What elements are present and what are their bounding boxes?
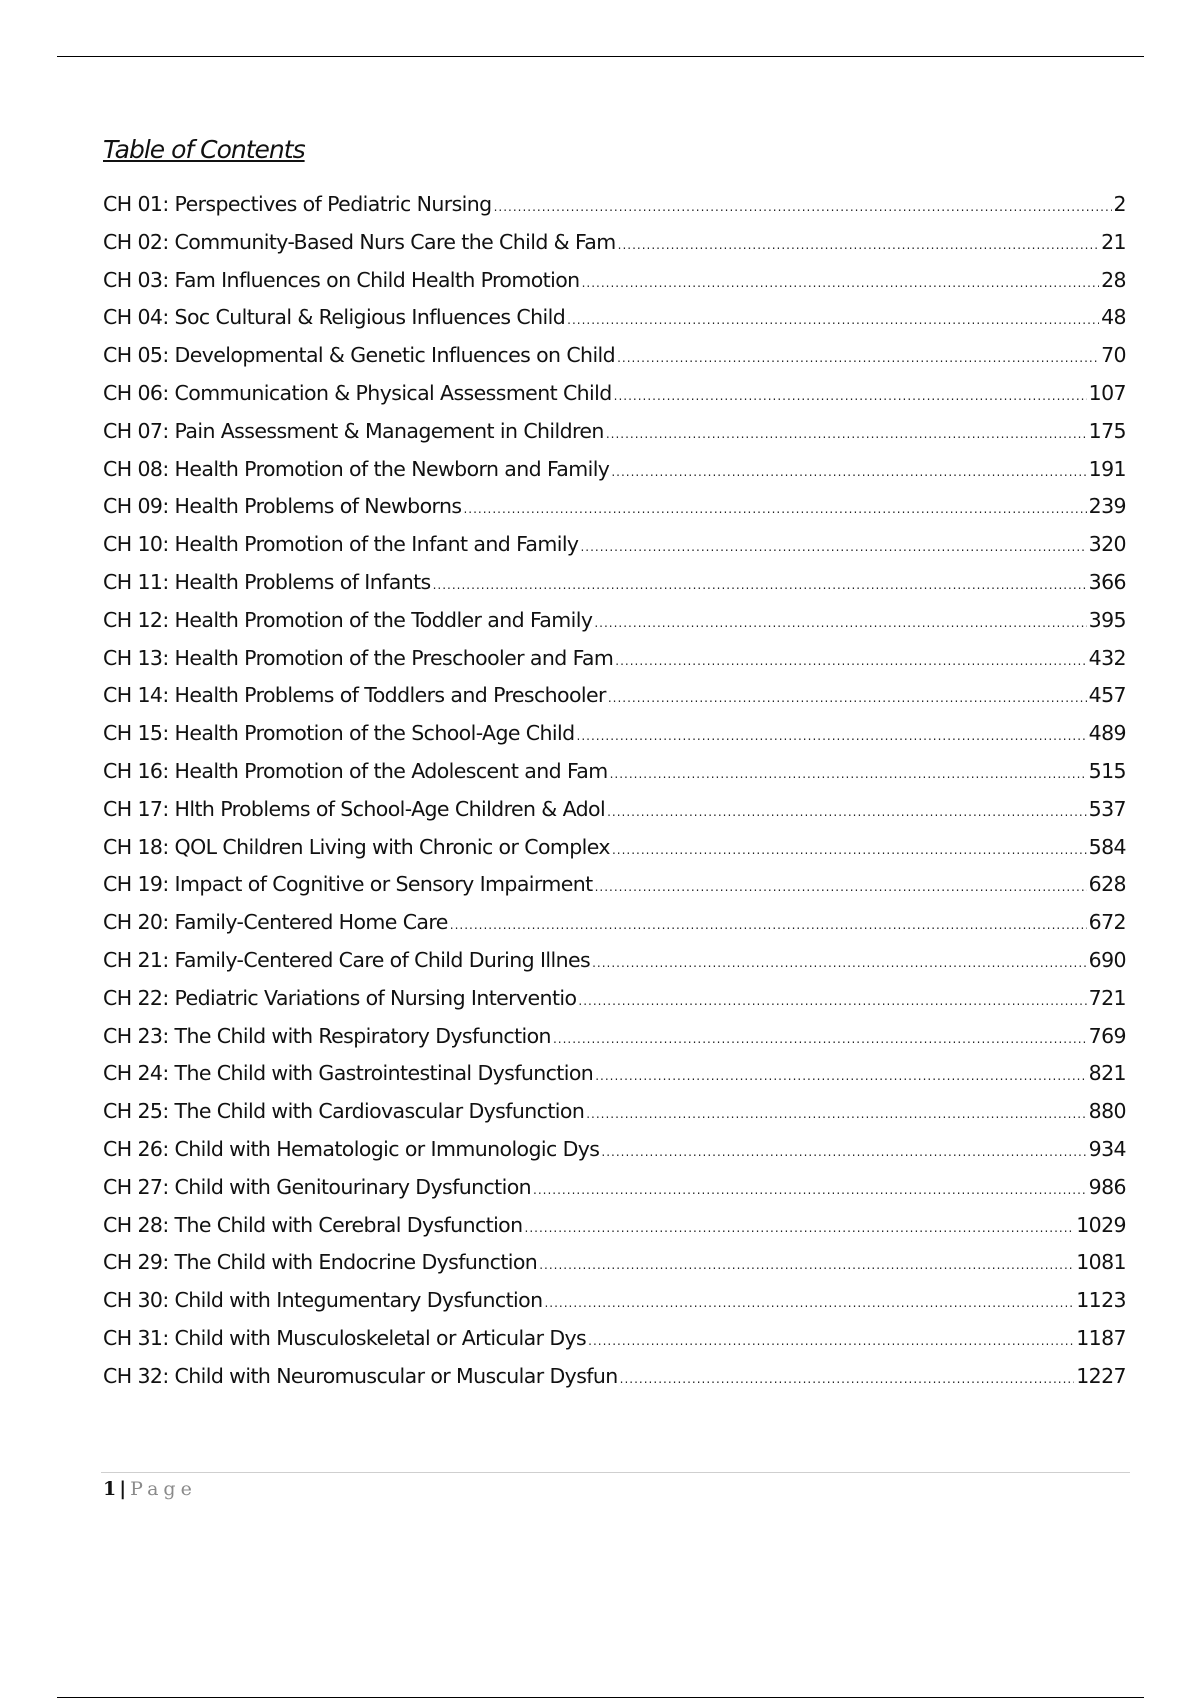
toc-entry[interactable]: [103, 1099, 1126, 1137]
toc-dot-leader: [612, 843, 1087, 857]
toc-entry-page: 239: [1088, 494, 1126, 519]
toc-entry-label: CH 20: Family-Centered Home Care: [103, 910, 448, 935]
toc-dot-leader: [582, 276, 1100, 290]
toc-entry-page: 584: [1088, 834, 1126, 859]
toc-entry[interactable]: [103, 1137, 1126, 1175]
toc-entry-label: CH 32: Child with Neuromuscular or Muscular Dysfun: [103, 1363, 618, 1388]
toc-dot-leader: [463, 502, 1086, 516]
toc-entry[interactable]: [103, 948, 1126, 986]
toc-entry[interactable]: [103, 1326, 1126, 1364]
toc-dot-leader: [494, 200, 1112, 214]
toc-list: [103, 192, 1126, 1402]
toc-entry-label: CH 23: The Child with Respiratory Dysfunction: [103, 1023, 551, 1048]
toc-entry-page: 366: [1088, 569, 1126, 594]
toc-entry-page: 1227: [1076, 1363, 1126, 1388]
toc-entry[interactable]: [103, 759, 1126, 797]
toc-dot-leader: [595, 1069, 1086, 1083]
toc-entry-page: 1029: [1076, 1212, 1126, 1237]
toc-entry-page: 515: [1088, 758, 1126, 783]
toc-entry-label: CH 24: The Child with Gastrointestinal Dysfunction: [103, 1061, 594, 1086]
toc-entry[interactable]: [103, 1175, 1126, 1213]
toc-entry-label: CH 09: Health Problems of Newborns: [103, 494, 462, 519]
toc-dot-leader: [595, 880, 1087, 894]
toc-entry[interactable]: [103, 1250, 1126, 1288]
toc-entry-page: 489: [1088, 721, 1126, 746]
toc-dot-leader: [577, 729, 1087, 743]
toc-dot-leader: [614, 389, 1087, 403]
toc-entry[interactable]: [103, 343, 1126, 381]
toc-dot-leader: [433, 578, 1087, 592]
toc-entry-page: 395: [1088, 607, 1126, 632]
toc-entry-page: 107: [1088, 380, 1126, 405]
toc-title: Table of Contents: [103, 135, 305, 164]
toc-entry-label: CH 30: Child with Integumentary Dysfunction: [103, 1288, 543, 1313]
toc-dot-leader: [606, 427, 1087, 441]
toc-dot-leader: [450, 918, 1087, 932]
toc-entry[interactable]: [103, 268, 1126, 306]
toc-dot-leader: [601, 1145, 1086, 1159]
toc-entry[interactable]: [103, 608, 1126, 646]
toc-entry[interactable]: [103, 872, 1126, 910]
toc-dot-leader: [580, 540, 1086, 554]
toc-dot-leader: [611, 465, 1086, 479]
toc-dot-leader: [553, 1032, 1087, 1046]
toc-entry-label: CH 19: Impact of Cognitive or Sensory Impairment: [103, 872, 593, 897]
toc-entry-page: 721: [1088, 985, 1126, 1010]
toc-dot-leader: [588, 1334, 1074, 1348]
toc-dot-leader: [610, 767, 1087, 781]
toc-dot-leader: [615, 654, 1086, 668]
toc-entry-page: 2: [1113, 192, 1126, 216]
toc-entry[interactable]: [103, 835, 1126, 873]
toc-entry[interactable]: [103, 646, 1126, 684]
toc-dot-leader: [594, 616, 1086, 630]
toc-entry[interactable]: [103, 683, 1126, 721]
toc-entry[interactable]: [103, 230, 1126, 268]
toc-entry-label: CH 01: Perspectives of Pediatric Nursing: [103, 192, 492, 216]
toc-entry[interactable]: [103, 532, 1126, 570]
toc-entry[interactable]: [103, 1024, 1126, 1062]
toc-entry-page: 175: [1088, 418, 1126, 443]
toc-dot-leader: [586, 1107, 1086, 1121]
toc-entry[interactable]: [103, 305, 1126, 343]
toc-entry[interactable]: [103, 494, 1126, 532]
toc-entry[interactable]: [103, 1288, 1126, 1326]
toc-entry-label: CH 26: Child with Hematologic or Immunologic Dys: [103, 1136, 600, 1161]
toc-entry-label: CH 05: Developmental & Genetic Influences on Child: [103, 343, 616, 368]
toc-dot-leader: [533, 1183, 1087, 1197]
footer-separator: |: [119, 1478, 127, 1500]
toc-entry-page: 320: [1088, 532, 1126, 557]
toc-entry[interactable]: [103, 192, 1126, 230]
toc-entry-label: CH 10: Health Promotion of the Infant and Family: [103, 532, 579, 557]
toc-entry[interactable]: [103, 457, 1126, 495]
toc-entry-label: CH 11: Health Problems of Infants: [103, 569, 431, 594]
toc-entry-label: CH 04: Soc Cultural & Religious Influences Child: [103, 305, 566, 330]
toc-entry-page: 537: [1088, 796, 1126, 821]
toc-dot-leader: [539, 1258, 1074, 1272]
toc-entry-label: CH 29: The Child with Endocrine Dysfunction: [103, 1250, 538, 1275]
toc-entry-label: CH 27: Child with Genitourinary Dysfunction: [103, 1174, 532, 1199]
toc-entry-label: CH 25: The Child with Cardiovascular Dysfunction: [103, 1099, 585, 1124]
toc-dot-leader: [607, 805, 1087, 819]
toc-entry-label: CH 08: Health Promotion of the Newborn and Family: [103, 456, 610, 481]
toc-entry-label: CH 13: Health Promotion of the Preschooler and Fam: [103, 645, 614, 670]
toc-entry[interactable]: [103, 721, 1126, 759]
toc-entry-label: CH 16: Health Promotion of the Adolescent and Fam: [103, 758, 608, 783]
toc-entry-page: 432: [1088, 645, 1126, 670]
toc-entry[interactable]: [103, 910, 1126, 948]
toc-entry[interactable]: [103, 570, 1126, 608]
toc-entry-page: 1123: [1076, 1288, 1126, 1313]
toc-entry-page: 21: [1101, 229, 1126, 254]
toc-entry[interactable]: [103, 986, 1126, 1024]
toc-entry[interactable]: [103, 1061, 1126, 1099]
toc-entry-page: 628: [1088, 872, 1126, 897]
toc-dot-leader: [525, 1221, 1075, 1235]
toc-entry-page: 934: [1088, 1136, 1126, 1161]
toc-entry-page: 48: [1101, 305, 1126, 330]
toc-entry-page: 28: [1101, 267, 1126, 292]
toc-entry[interactable]: [103, 419, 1126, 457]
toc-entry-label: CH 21: Family-Centered Care of Child During Illnes: [103, 947, 591, 972]
toc-dot-leader: [608, 691, 1087, 705]
footer-page-word: Page: [130, 1478, 197, 1500]
toc-entry-label: CH 07: Pain Assessment & Management in Children: [103, 418, 604, 443]
toc-entry-label: CH 22: Pediatric Variations of Nursing Interventio: [103, 985, 577, 1010]
toc-entry-label: CH 02: Community-Based Nurs Care the Child & Fam: [103, 229, 616, 254]
bottom-rule: [57, 1697, 1144, 1698]
toc-entry-label: CH 17: Hlth Problems of School-Age Children & Adol: [103, 796, 606, 821]
toc-entry-label: CH 31: Child with Musculoskeletal or Articular Dys: [103, 1325, 587, 1350]
toc-entry-page: 821: [1088, 1061, 1126, 1086]
toc-entry-page: 769: [1088, 1023, 1126, 1048]
toc-entry-page: 690: [1088, 947, 1126, 972]
toc-entry-label: CH 28: The Child with Cerebral Dysfunction: [103, 1212, 523, 1237]
toc-entry-page: 1081: [1076, 1250, 1126, 1275]
toc-dot-leader: [620, 1372, 1075, 1386]
toc-dot-leader: [578, 994, 1086, 1008]
toc-entry-page: 672: [1088, 910, 1126, 935]
page-footer: [103, 1478, 197, 1500]
toc-dot-leader: [617, 351, 1099, 365]
top-rule: [57, 56, 1144, 57]
toc-entry-page: 1187: [1076, 1325, 1126, 1350]
footer-rule: [101, 1472, 1130, 1473]
toc-entry[interactable]: [103, 1364, 1126, 1402]
toc-entry[interactable]: [103, 1213, 1126, 1251]
toc-dot-leader: [592, 956, 1087, 970]
toc-dot-leader: [544, 1296, 1074, 1310]
toc-entry-page: 70: [1101, 343, 1126, 368]
toc-entry-page: 880: [1088, 1099, 1126, 1124]
toc-entry-page: 191: [1088, 456, 1126, 481]
toc-entry-page: 986: [1088, 1174, 1126, 1199]
toc-entry-label: CH 03: Fam Influences on Child Health Promotion: [103, 267, 580, 292]
toc-entry-label: CH 12: Health Promotion of the Toddler and Family: [103, 607, 593, 632]
toc-entry-label: CH 18: QOL Children Living with Chronic or Complex: [103, 834, 610, 859]
toc-entry-label: CH 14: Health Problems of Toddlers and Preschooler: [103, 683, 606, 708]
footer-page-number: 1: [103, 1478, 117, 1500]
toc-entry-label: CH 15: Health Promotion of the School-Age Child: [103, 721, 575, 746]
toc-entry-page: 457: [1088, 683, 1126, 708]
toc-entry-label: CH 06: Communication & Physical Assessment Child: [103, 380, 612, 405]
toc-entry[interactable]: [103, 381, 1126, 419]
toc-dot-leader: [618, 238, 1099, 252]
toc-dot-leader: [567, 313, 1099, 327]
toc-entry[interactable]: [103, 797, 1126, 835]
